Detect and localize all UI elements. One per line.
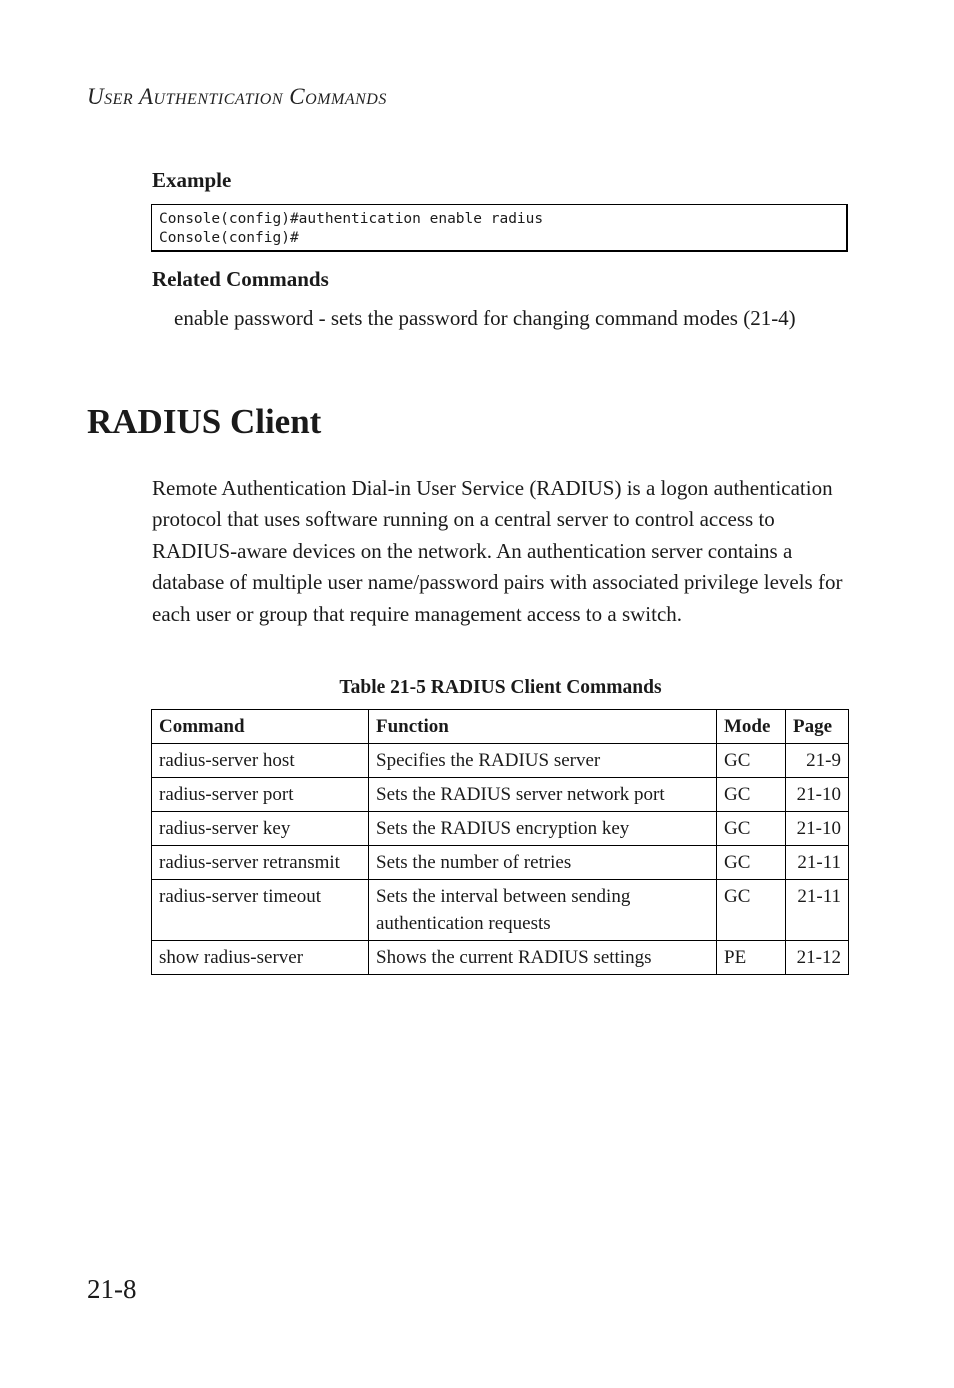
cell-function: Sets the RADIUS encryption key <box>369 812 717 846</box>
cell-page: 21-11 <box>786 846 849 880</box>
example-heading: Example <box>152 168 232 192</box>
cell-command: radius-server key <box>152 812 369 846</box>
cell-page: 21-11 <box>786 880 849 941</box>
table-caption: Table 21-5 RADIUS Client Commands <box>339 677 662 698</box>
table-row <box>152 880 849 941</box>
cell-function: Sets the interval between sending authentication requests <box>369 880 717 941</box>
related-commands-heading: Related Commands <box>152 267 329 291</box>
table-row <box>152 744 849 778</box>
cell-command: show radius-server <box>152 941 369 975</box>
related-command-entry: enable password - sets the password for changing command modes (21-4) <box>174 306 796 330</box>
cell-command: radius-server timeout <box>152 880 369 941</box>
cell-function: Specifies the RADIUS server <box>369 744 717 778</box>
page-number: 21-8 <box>87 1274 137 1304</box>
table-header-row <box>152 710 849 744</box>
cell-function: Sets the number of retries <box>369 846 717 880</box>
table-row <box>152 812 849 846</box>
column-header-mode: Mode <box>717 710 786 744</box>
section-title: RADIUS Client <box>87 402 322 441</box>
cell-function: Shows the current RADIUS settings <box>369 941 717 975</box>
table-row <box>152 778 849 812</box>
cell-command: radius-server host <box>152 744 369 778</box>
cell-function: Sets the RADIUS server network port <box>369 778 717 812</box>
code-line: Console(config)# <box>159 230 299 246</box>
cell-mode: GC <box>717 778 786 812</box>
radius-commands-table <box>151 709 849 975</box>
cell-page: 21-10 <box>786 812 849 846</box>
cell-mode: GC <box>717 846 786 880</box>
cell-mode: GC <box>717 812 786 846</box>
cell-page: 21-9 <box>786 744 849 778</box>
cell-mode: GC <box>717 880 786 941</box>
cell-mode: PE <box>717 941 786 975</box>
column-header-command: Command <box>152 710 369 744</box>
column-header-page: Page <box>786 710 849 744</box>
column-header-function: Function <box>369 710 717 744</box>
cell-mode: GC <box>717 744 786 778</box>
table-row <box>152 941 849 975</box>
cell-page: 21-10 <box>786 778 849 812</box>
code-example-box <box>151 204 848 252</box>
section-paragraph: Remote Authentication Dial-in User Service (RADIUS) is a logon authentication protocol that uses software running on a central server to control access to RADIUS-aware devices on the network. An authentication server contains a database of multiple user name/password pairs with associated privilege levels for each user or group that require management access to a switch. <box>152 476 843 626</box>
table-row <box>152 846 849 880</box>
code-line: Console(config)#authentication enable radius <box>159 211 544 227</box>
running-header: User Authentication Commands <box>87 84 387 109</box>
cell-command: radius-server retransmit <box>152 846 369 880</box>
cell-page: 21-12 <box>786 941 849 975</box>
cell-command: radius-server port <box>152 778 369 812</box>
